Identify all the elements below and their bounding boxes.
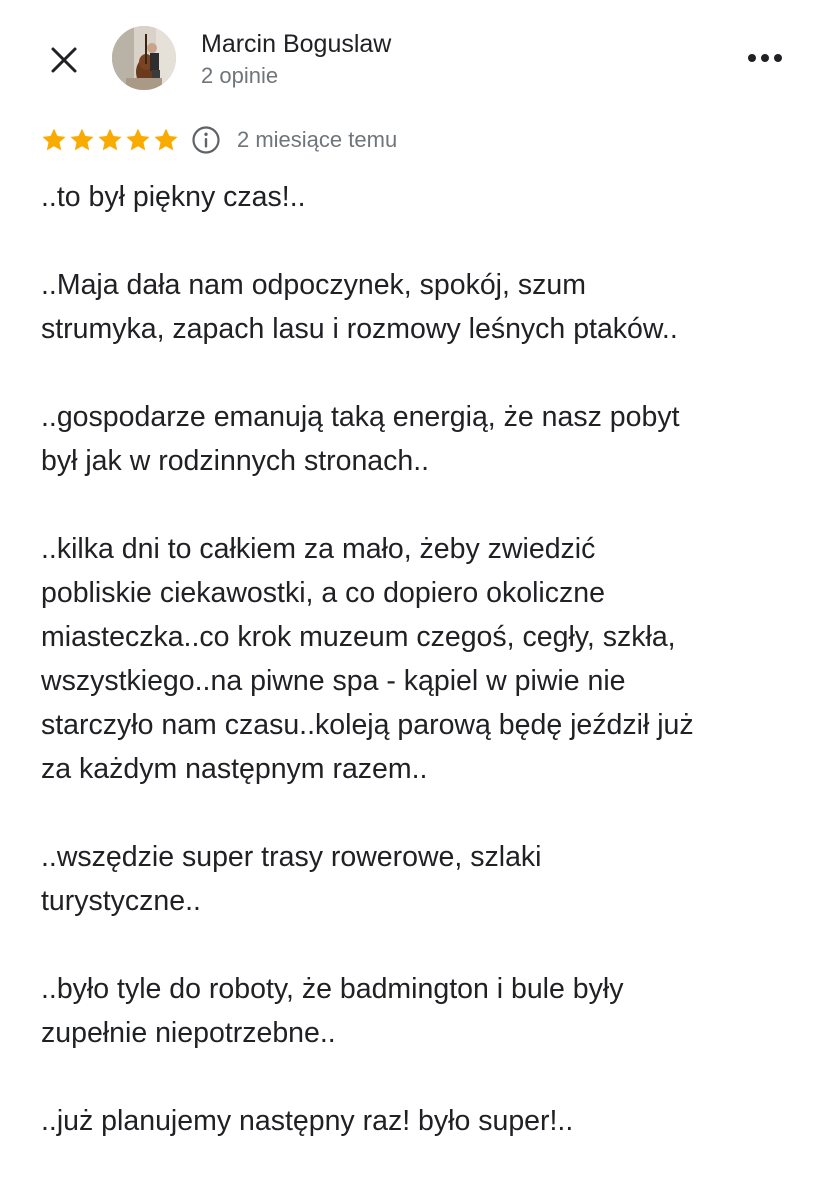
review-paragraph: ..to był piękny czas!.. (41, 181, 306, 213)
close-icon (49, 45, 79, 75)
review-paragraph: ..wszędzie super trasy rowerowe, szlaki turystyczne.. (41, 841, 542, 917)
review-header (0, 0, 828, 110)
star-rating (40, 126, 180, 154)
author-name[interactable]: Marcin Boguslaw (201, 30, 392, 58)
rating-row (40, 121, 397, 159)
review-paragraph: ..było tyle do roboty, że badmington i bule były zupełnie niepotrzebne.. (41, 973, 624, 1049)
review-paragraph: ..gospodarze emanują taką energią, że nasz pobyt był jak w rodzinnych stronach.. (41, 401, 680, 477)
star-icon (40, 126, 68, 154)
more-horizontal-icon (747, 53, 783, 63)
review-paragraph: ..już planujemy następny raz! było super!.. (41, 1105, 574, 1137)
info-icon[interactable] (191, 125, 221, 155)
author-review-count: 2 opinie (201, 63, 279, 88)
close-button[interactable] (42, 38, 86, 82)
star-icon (152, 126, 180, 154)
avatar[interactable] (112, 26, 176, 90)
review-paragraph: ..kilka dni to całkiem za mało, żeby zwiedzić pobliskie ciekawostki, a co dopiero okoliczne miasteczka..co krok muzeum czegoś, cegły, szkła, wszystkiego..na piwne spa - kąpiel w piwie nie starczyło nam czasu..koleją parową będę jeździł już za każdym następnym razem.. (41, 533, 694, 785)
star-icon (124, 126, 152, 154)
review-text (41, 175, 801, 1187)
more-options-button[interactable] (740, 40, 790, 76)
star-icon (96, 126, 124, 154)
review-date: 2 miesiące temu (237, 127, 398, 152)
star-icon (68, 126, 96, 154)
review-paragraph: ..Maja dała nam odpoczynek, spokój, szum strumyka, zapach lasu i rozmowy leśnych ptaków.. (41, 269, 678, 345)
